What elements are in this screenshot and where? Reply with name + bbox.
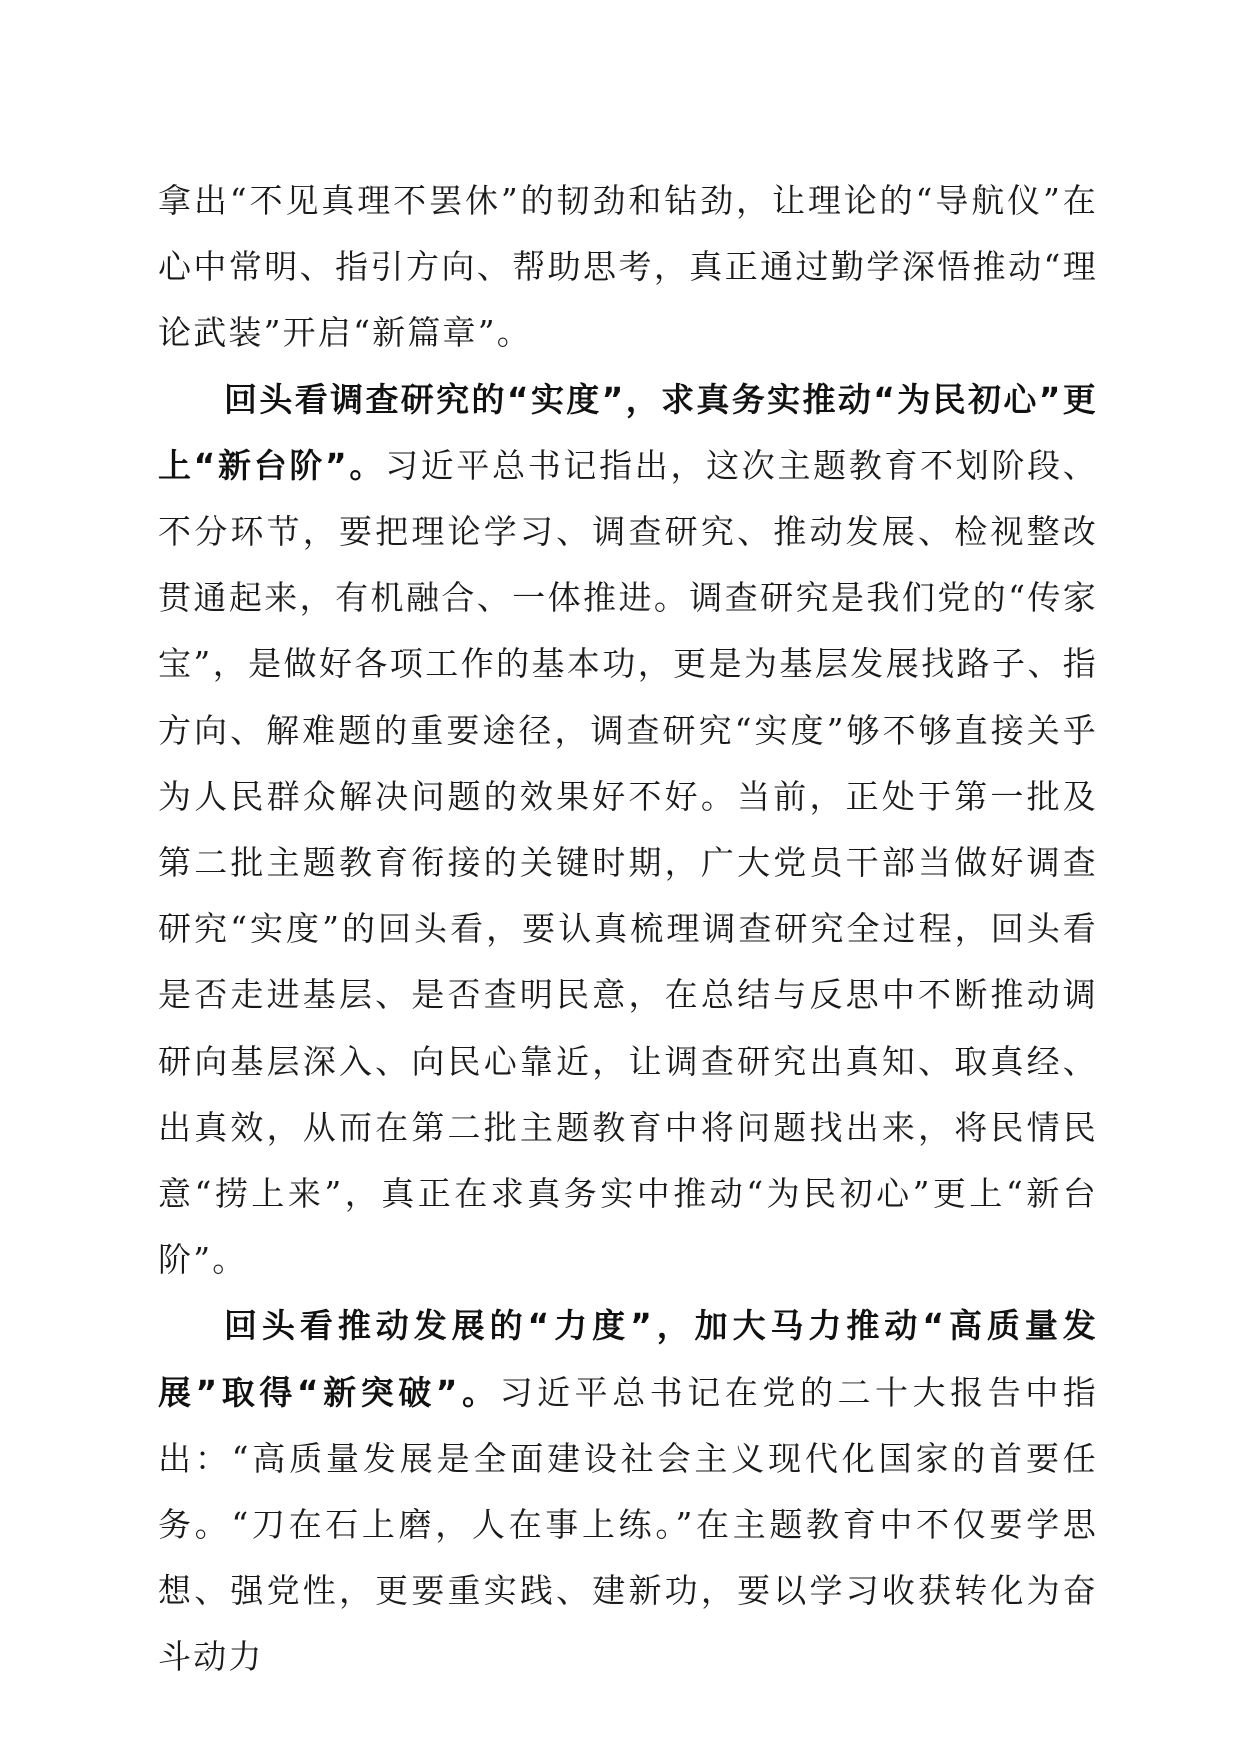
paragraph-development	[158, 1293, 1098, 1690]
document-body	[158, 168, 1098, 1691]
paragraph-body: 习近平总书记指出，这次主题教育不划阶段、不分环节，要把理论学习、调查研究、推动发展、检视整改贯通起来，有机融合、一体推进。调查研究是我们党的“传家宝”，是做好各项工作的基本功，更是为基层发展找路子、指方向、解难题的重要途径，调查研究“实度”够不够直接关乎为人民群众解决问题的效果好不好。当前，正处于第一批及第二批主题教育衔接的关键时期，广大党员干部当做好调查研究“实度”的回头看，要认真梳理调查研究全过程，回头看是否走进基层、是否查明民意，在总结与反思中不断推动调研向基层深入、向民心靠近，让调查研究出真知、取真经、出真效，从而在第二批主题教育中将问题找出来，将民情民意“捞上来”，真正在求真务实中推动“为民初心”更上“新台阶”。	[158, 445, 1099, 1280]
paragraph-heading: 回头看调查研究的“实度”，求真务实推动“为民初心”更上“新台阶”。	[158, 379, 1098, 485]
paragraph-research	[158, 367, 1098, 1294]
paragraph-continuation	[158, 168, 1098, 367]
paragraph-body: 习近平总书记在党的二十大报告中指出：“高质量发展是全面建设社会主义现代化国家的首要任务。“刀在石上磨，人在事上练。”在主题教育中不仅要学思想、强党性，更要重实践、建新功，要以学习收获转化为奋斗动力	[158, 1372, 1098, 1677]
paragraph-heading: 回头看推动发展的“力度”，加大马力推动“高质量发展”取得“新突破”。	[158, 1306, 1098, 1412]
paragraph-body: 拿出“不见真理不罢休”的韧劲和钻劲，让理论的“导航仪”在心中常明、指引方向、帮助思考，真正通过勤学深悟推动“理论武装”开启“新篇章”。	[158, 181, 1098, 353]
